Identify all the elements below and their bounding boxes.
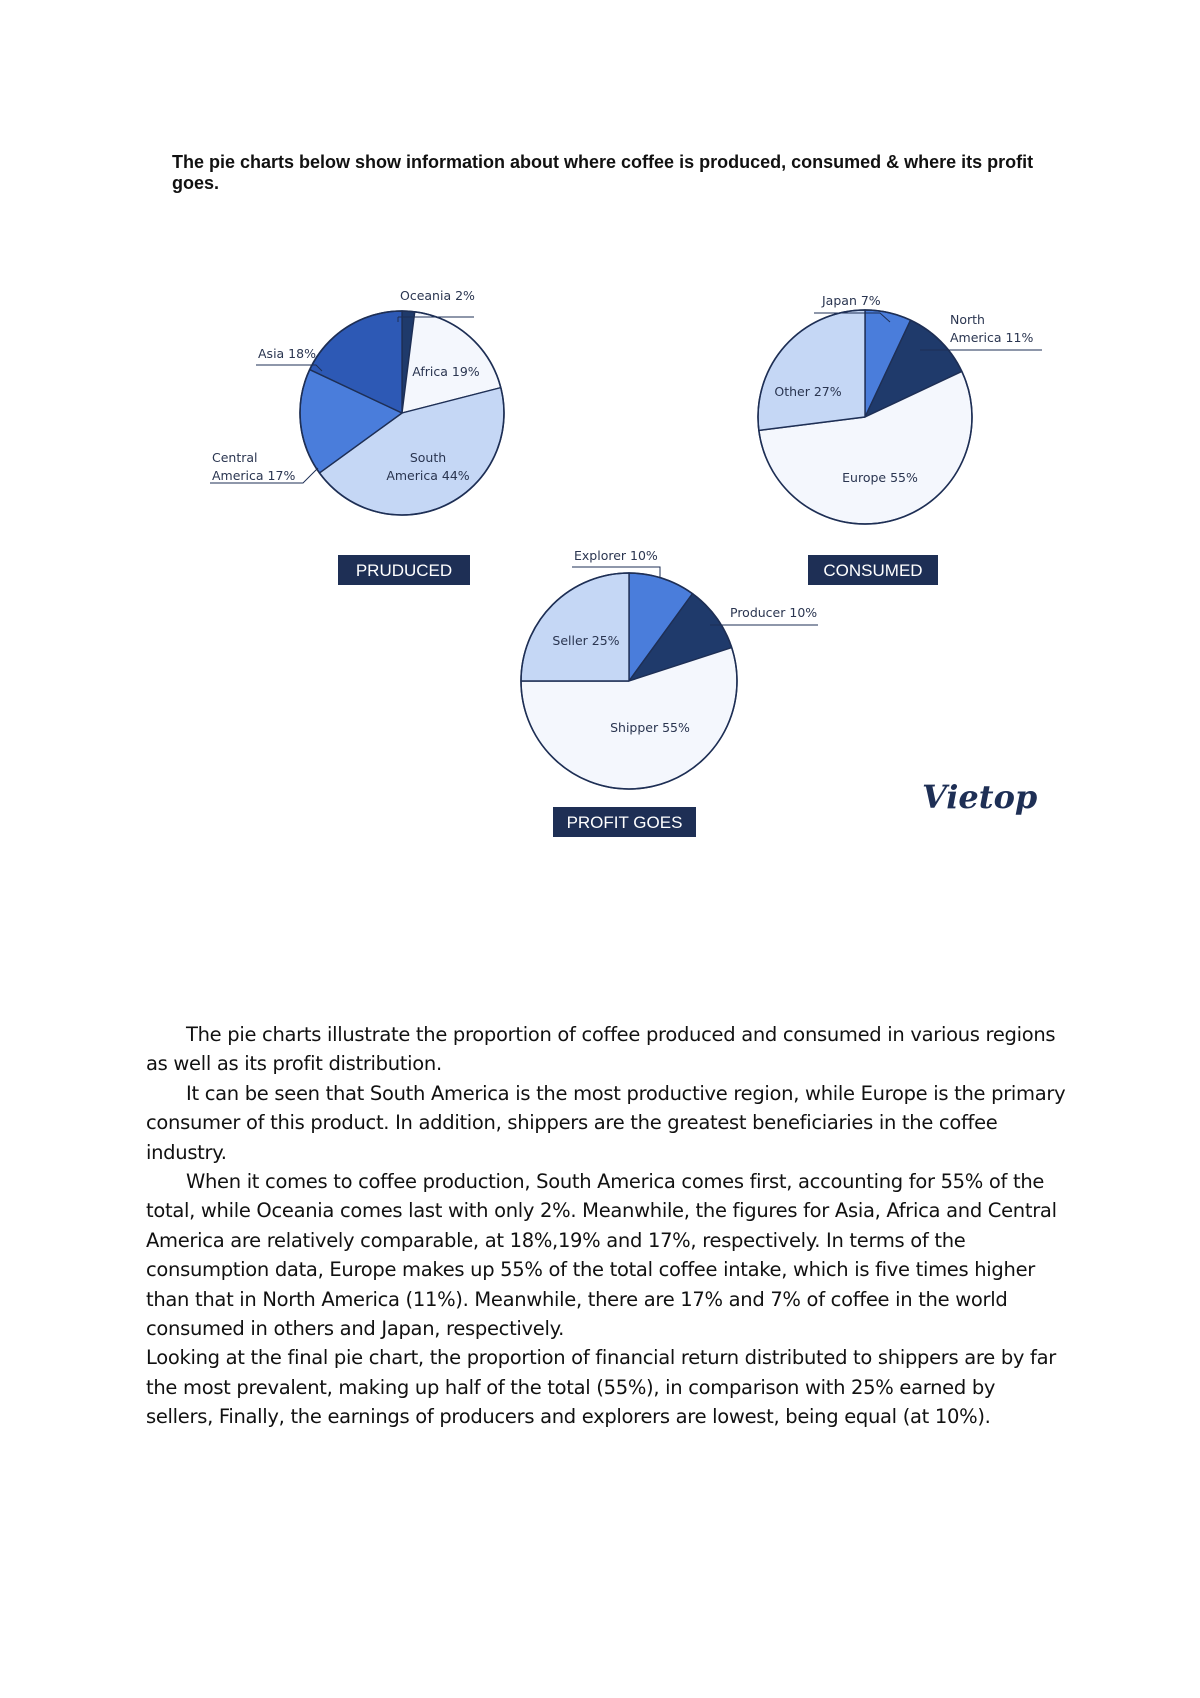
essay xyxy=(146,1020,1066,1432)
slice-label-asia: Asia 18% xyxy=(258,346,316,361)
vietop-logo: Vietop xyxy=(922,778,1038,816)
chart-title-profit-goes: PROFIT GOES xyxy=(566,813,683,832)
slice-label-explorer: Explorer 10% xyxy=(574,548,658,563)
slice-label-central-america: Central America 17% xyxy=(212,450,296,483)
slice-label-africa: Africa 19% xyxy=(412,364,480,379)
pie-chart-produced xyxy=(210,288,504,585)
essay-paragraph-body-2: Looking at the final pie chart, the proportion of financial return distributed to shippers are by far the most prevalent, making up half of the total (55%), in comparison with 25% earned by sellers, Finally, the earnings of producers and explorers are lowest, being equal (at 10%). xyxy=(146,1346,1056,1429)
chart-title-pruduced: PRUDUCED xyxy=(355,561,453,580)
slice-label-other: Other 27% xyxy=(774,384,842,399)
slice-label-producer: Producer 10% xyxy=(730,605,818,620)
pie-slice-seller xyxy=(521,573,629,681)
slice-label-europe: Europe 55% xyxy=(842,470,918,485)
slice-label-seller: Seller 25% xyxy=(552,633,620,648)
slice-label-oceania: Oceania 2% xyxy=(400,288,475,303)
slice-label-north-america: North America 11% xyxy=(950,312,1034,345)
essay-paragraph-intro: The pie charts illustrate the proportion of coffee produced and consumed in various regions as well as its profit distribution. xyxy=(146,1023,1056,1076)
pie-chart-consumed xyxy=(758,293,1042,585)
task-title: The pie charts below show information about where coffee is produced, consumed & where its profit goes. xyxy=(172,152,1034,193)
slice-label-south-america: South America 44% xyxy=(386,450,470,483)
pie-slice-other xyxy=(758,310,865,430)
essay-paragraph-body-1: When it comes to coffee production, South America comes first, accounting for 55% of the total, while Oceania comes last with only 2%. Meanwhile, the figures for Asia, Africa and Central America are relatively comparable, at 18%,19% and 17%, respectively. In terms of the consumption data, Europe makes up 55% of the total coffee intake, which is five times higher than that in North America (11%). Meanwhile, there are 17% and 7% of coffee in the world consumed in others and Japan, respectively. xyxy=(146,1170,1057,1341)
slice-label-japan: Japan 7% xyxy=(822,293,881,308)
chart-title-consumed: CONSUMED xyxy=(823,561,923,580)
pie-chart-profit xyxy=(521,548,818,837)
essay-paragraph-overview: It can be seen that South America is the most productive region, while Europe is the primary consumer of this product. In addition, shippers are the greatest beneficiaries in the coffee industry. xyxy=(146,1081,1066,1164)
slice-label-shipper: Shipper 55% xyxy=(610,720,690,735)
